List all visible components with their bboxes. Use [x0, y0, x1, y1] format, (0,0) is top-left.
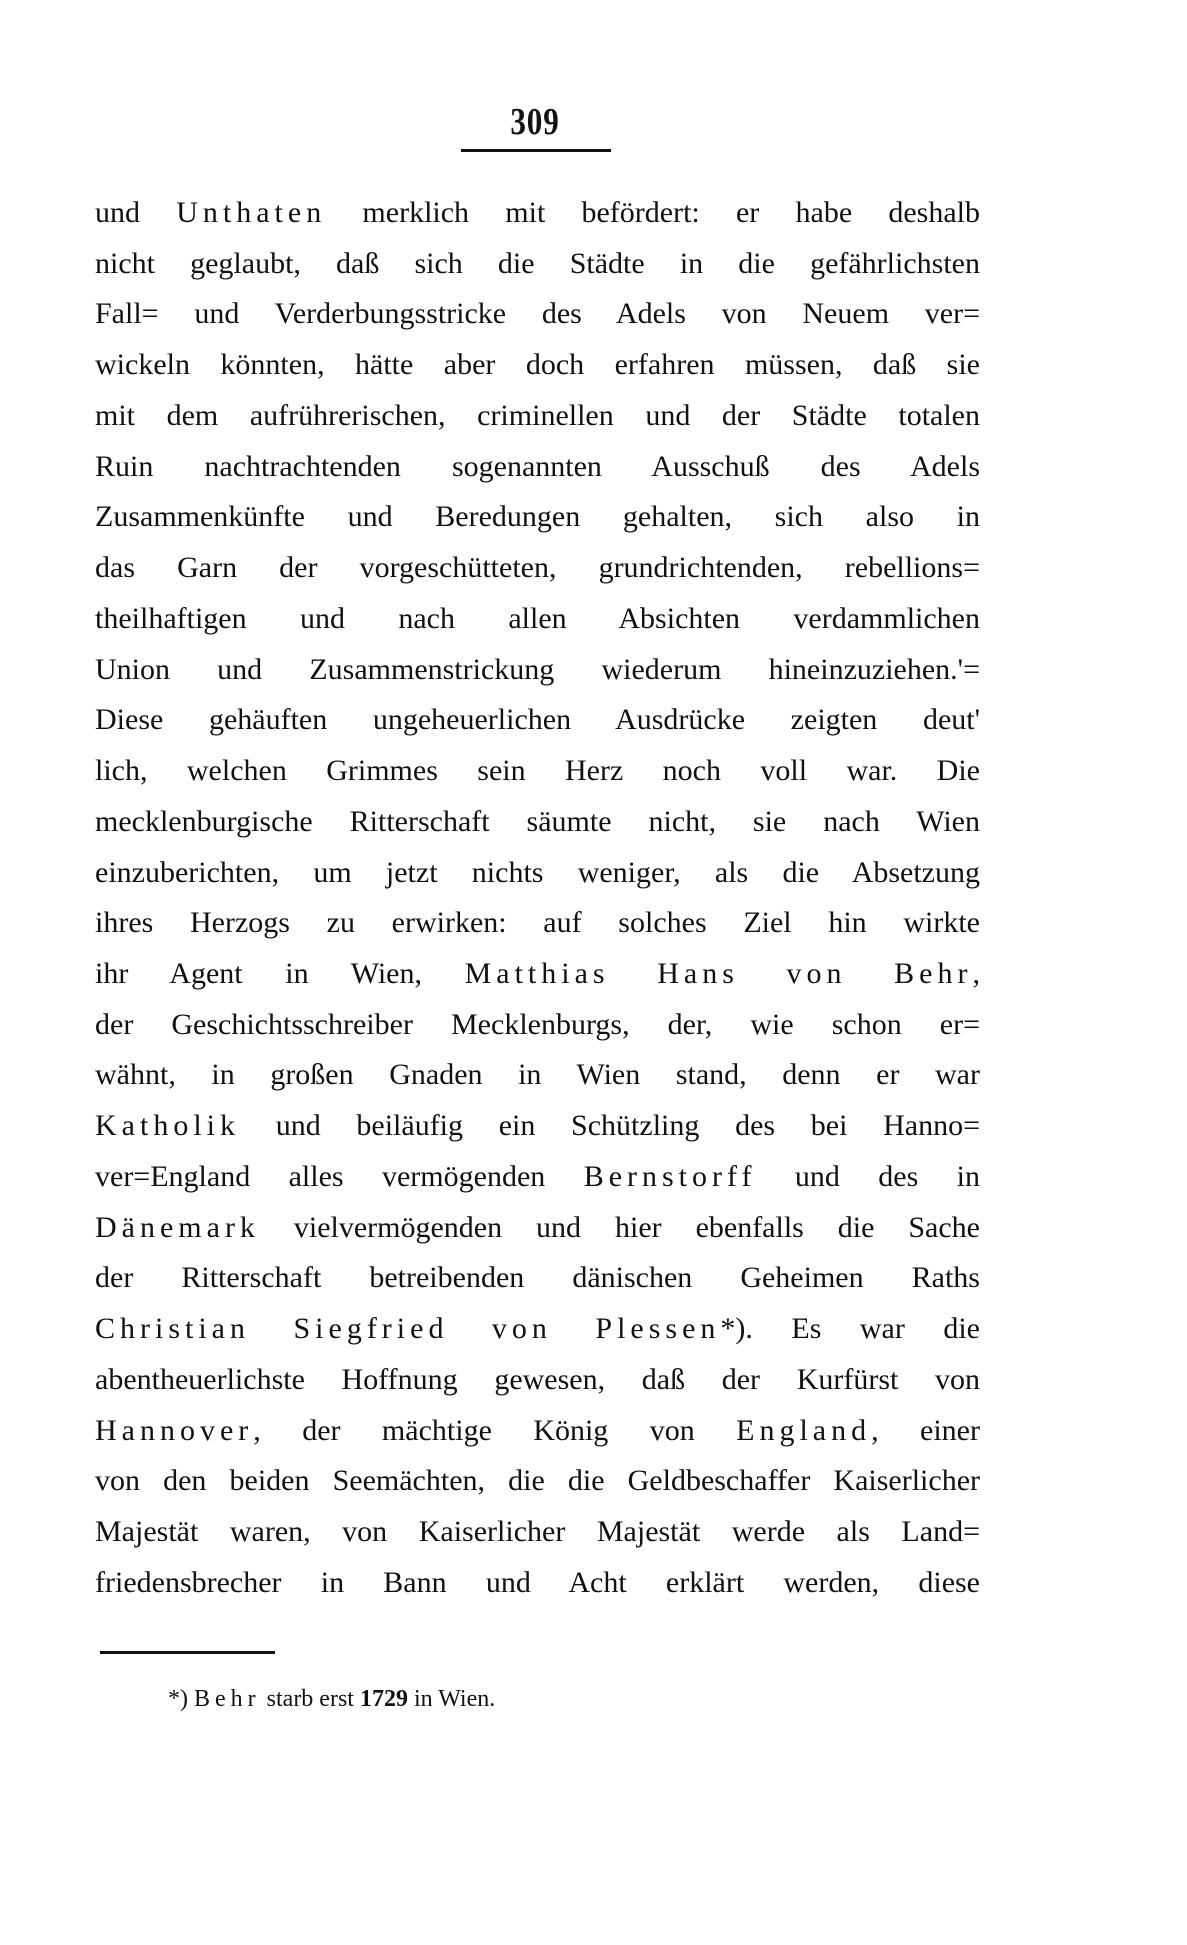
spaced-emphasis: Hannover [95, 1413, 254, 1447]
text-segment: ihres Herzogs zu erwirken: auf solches Ziel hin wirkte [95, 906, 980, 940]
text-line [95, 1456, 980, 1507]
text-line [95, 1203, 980, 1254]
text-segment: mit dem aufrührerischen, criminellen und der Städte totalen [95, 398, 980, 432]
text-segment: merklich mit befördert: er habe deshalb [326, 196, 981, 229]
spaced-emphasis: England [736, 1413, 872, 1447]
text-line [95, 1000, 980, 1051]
text-line [95, 442, 980, 493]
text-segment: von den beiden Seemächten, die die Geldbeschaffer Kaiserlicher [95, 1464, 980, 1498]
text-line [95, 1101, 980, 1152]
text-line [95, 848, 980, 899]
text-line [95, 1050, 980, 1101]
body-text [95, 188, 980, 1609]
text-line [95, 543, 980, 594]
text-segment: einzuberichten, um jetzt nichts weniger, als die Absetzung [95, 855, 980, 889]
footnote-text-end: in Wien. [407, 1686, 496, 1712]
footnote [168, 1683, 495, 1715]
text-segment: mecklenburgische Ritterschaft säumte nicht, sie nach Wien [95, 804, 980, 838]
text-line [95, 645, 980, 696]
text-segment: und beiläufig ein Schützling des bei Hanno= [240, 1109, 980, 1143]
text-line [95, 492, 980, 543]
text-segment: vielvermögenden und hier ebenfalls die Sache [259, 1210, 980, 1244]
text-line [95, 391, 980, 442]
text-segment: wickeln könnten, hätte aber doch erfahren müssen, daß sie [95, 348, 980, 382]
text-line [95, 1507, 980, 1558]
text-segment: , [972, 957, 980, 991]
header-rule [461, 149, 611, 152]
text-segment: und des in [756, 1159, 981, 1193]
spaced-emphasis: Bernstorff [583, 1159, 757, 1193]
text-segment: Ruin nachtrachtenden sogenannten Ausschuß des Adels [95, 449, 980, 483]
text-line [95, 746, 980, 797]
text-segment: lich, welchen Grimmes sein Herz noch voll war. Die [95, 754, 980, 788]
text-line [95, 188, 980, 239]
text-segment: , der mächtige König von [253, 1413, 737, 1447]
footnote-name: Behr [194, 1686, 261, 1712]
text-segment: abentheuerlichste Hoffnung gewesen, daß der Kurfürst von [95, 1362, 980, 1396]
spaced-emphasis: Matthias Hans von Behr [464, 957, 973, 991]
text-segment: und [95, 196, 177, 229]
text-segment: *). Es war die [720, 1312, 980, 1346]
spaced-emphasis: Unthaten [176, 196, 327, 229]
text-line [95, 1253, 980, 1304]
text-line [95, 1406, 980, 1457]
text-segment: Majestät waren, von Kaiserlicher Majestät werde als Land= [95, 1515, 980, 1549]
text-segment: friedensbrecher in Bann und Acht erklärt werden, diese [95, 1565, 980, 1599]
text-line [95, 797, 980, 848]
text-line [95, 239, 980, 290]
text-line [95, 695, 980, 746]
text-segment: Diese gehäuften ungeheuerlichen Ausdrücke zeigten deut' [95, 703, 980, 737]
page-number: 309 [510, 101, 560, 143]
footnote-year: 1729 [359, 1686, 408, 1712]
text-line [95, 340, 980, 391]
text-line [95, 594, 980, 645]
spaced-emphasis: Christian Siegfried von Plessen [95, 1312, 721, 1346]
text-line [95, 1355, 980, 1406]
text-line [95, 289, 980, 340]
text-segment: wähnt, in großen Gnaden in Wien stand, denn er war [95, 1058, 980, 1092]
footnote-marker: *) [168, 1686, 194, 1712]
text-line [95, 1152, 980, 1203]
text-line [95, 1558, 980, 1609]
text-segment: theilhaftigen und nach allen Absichten verdammlichen [95, 601, 980, 635]
text-segment: nicht geglaubt, daß sich die Städte in die gefährlichsten [95, 246, 980, 280]
text-segment: Zusammenkünfte und Beredungen gehalten, sich also in [95, 500, 980, 534]
text-segment: das Garn der vorgeschütteten, grundrichtenden, rebellions= [95, 551, 980, 585]
text-segment: Union und Zusammenstrickung wiederum hineinzuziehen.'= [95, 652, 980, 686]
text-segment: ver=England alles vermögenden [95, 1159, 584, 1193]
footnote-text: starb erst [260, 1686, 360, 1712]
text-segment: , einer [871, 1413, 980, 1447]
text-line [95, 949, 980, 1000]
text-line [95, 1304, 980, 1355]
text-segment: ihr Agent in Wien, [95, 957, 465, 991]
spaced-emphasis: Dänemark [95, 1210, 260, 1244]
spaced-emphasis: Katholik [95, 1109, 240, 1143]
footnote-rule [100, 1651, 275, 1654]
text-segment: der Geschichtsschreiber Mecklenburgs, der, wie schon er= [95, 1007, 980, 1041]
text-segment: der Ritterschaft betreibenden dänischen Geheimen Raths [95, 1261, 980, 1295]
text-segment: Fall= und Verderbungsstricke des Adels von Neuem ver= [95, 297, 980, 331]
text-line [95, 898, 980, 949]
